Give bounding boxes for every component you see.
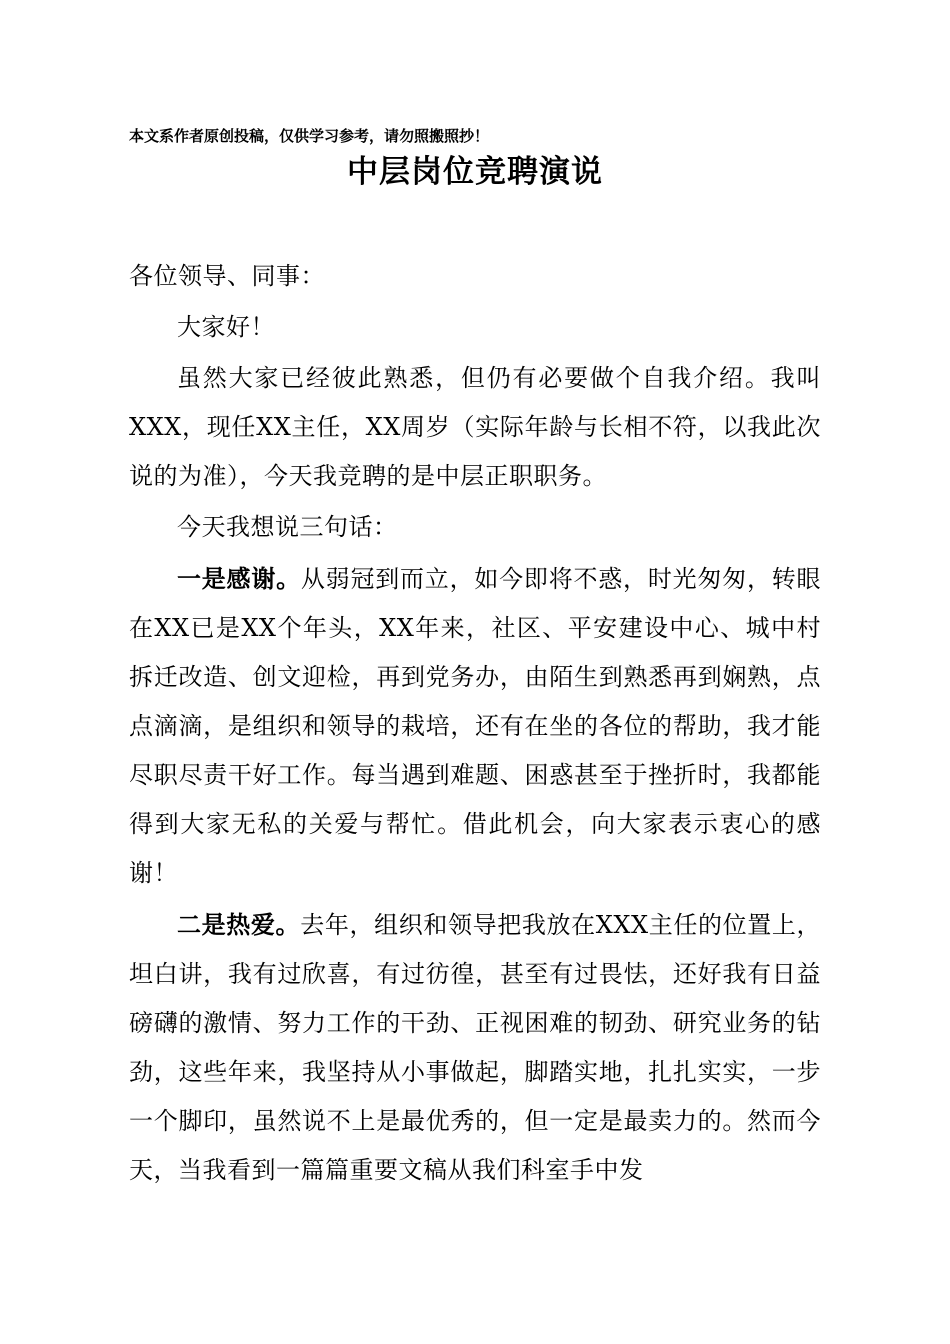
document-title: 中层岗位竞聘演说 [347,154,603,190]
passion-text: 去年，组织和领导把我放在XXX主任的位置上，坦白讲，我有过欣喜，有过彷徨，甚至有过畏怯，还好我有日益磅礴的激情、努力工作的干劲、正视困难的韧劲、研究业务的钻劲，这些年来，我坚持从小事做起，脚踏实地，扎扎实实，一步一个脚印，虽然说不上是最优秀的，但一定是最卖力的。然而今天，当我看到一篇篇重要文稿从我们科室手中发 [129,911,822,1184]
gratitude-text: 从弱冠到而立，如今即将不惑，时光匆匆，转眼在XX已是XX个年头，XX年来，社区、平安建设中心、城中村拆迁改造、创文迎检，再到党务办，由陌生到熟悉再到娴熟，点点滴滴，是组织和领导的栽培，还有在坐的各位的帮助，我才能尽职尽责干好工作。每当遇到难题、困惑甚至于挫折时，我都能得到大家无私的关爱与帮忙。借此机会，向大家表示衷心的感谢！ [129,565,822,887]
passion-paragraph [129,900,821,1195]
three-words-paragraph: 今天我想说三句话： [177,513,398,541]
passion-heading: 二是热爱。 [177,910,301,939]
copyright-notice: 本文系作者原创投稿，仅供学习参考，请勿照搬照抄！ [129,127,490,145]
salutation: 各位领导、同事： [129,262,325,290]
greeting: 大家好！ [177,313,275,341]
gratitude-heading: 一是感谢。 [177,564,301,593]
gratitude-paragraph [129,554,821,898]
document-body [129,252,821,1197]
intro-paragraph: 虽然大家已经彼此熟悉，但仍有必要做个自我介绍。我叫XXX，现任XX主任，XX周岁（实际年龄与长相不符，以我此次说的为准），今天我竞聘的是中层正职职务。 [129,364,821,490]
